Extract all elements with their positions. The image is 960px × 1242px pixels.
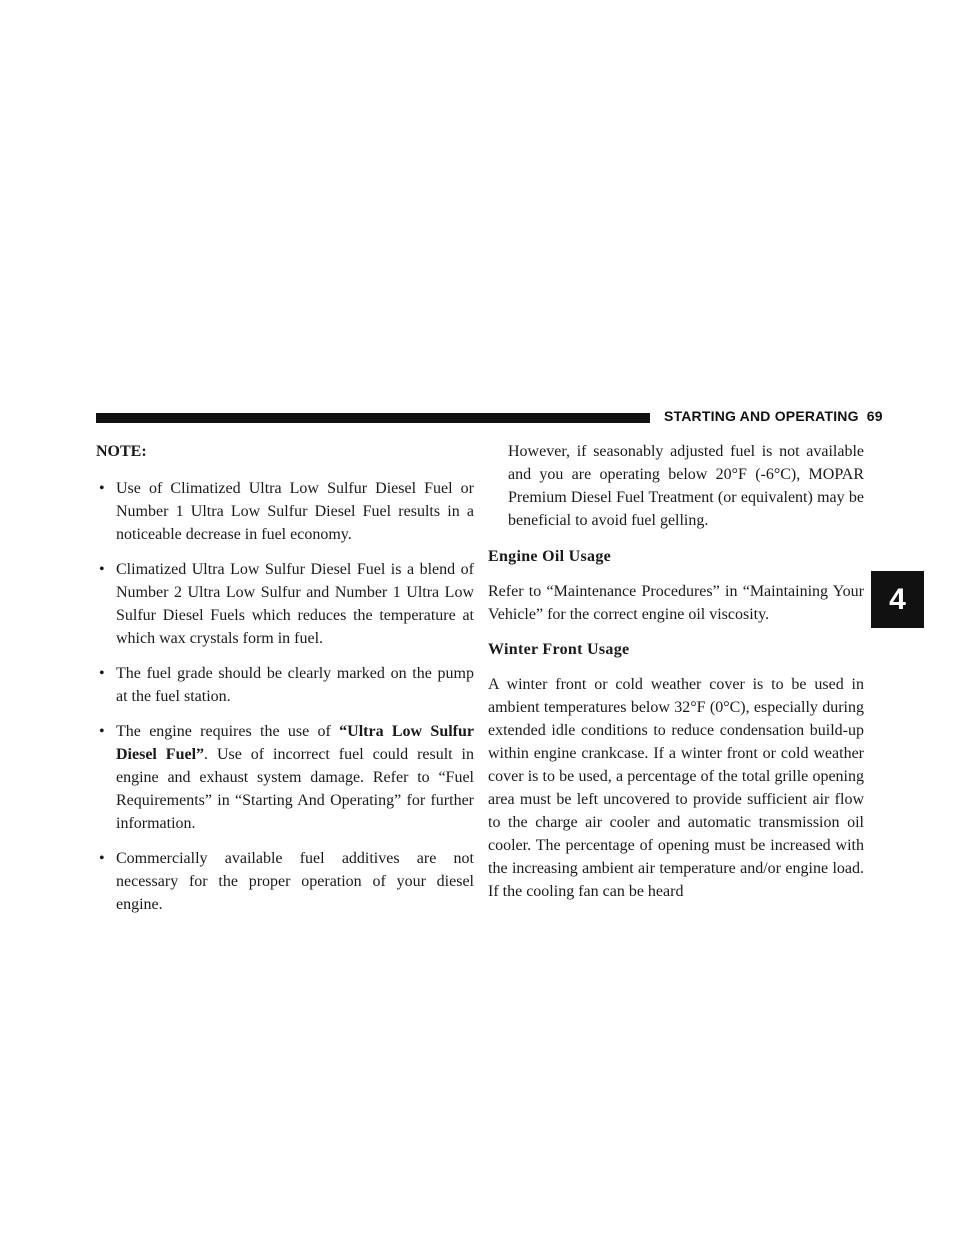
bullet-item (96, 662, 474, 708)
chapter-tab: 4 (871, 571, 924, 628)
bullet-text: The fuel grade should be clearly marked on the pump at the fuel station. (116, 665, 474, 705)
continued-bullet-text: However, if seasonably adjusted fuel is not available and you are operating below 20°F (-6°C), MOPAR Premium Diesel Fuel Treatment (or equivalent) may be beneficial to avoid fuel gelling. (508, 443, 864, 529)
bullet-icon: • (99, 850, 105, 867)
bullet-text-prefix: The engine requires the use of (116, 723, 340, 740)
bullet-text-emphasis: “Ultra Low Sulfur Diesel Fuel” (116, 723, 474, 763)
bullet-text: Commercially available fuel additives are not necessary for the proper operation of your diesel engine. (116, 850, 474, 913)
section-heading-engine-oil: Engine Oil Usage (488, 548, 612, 565)
left-column (96, 440, 474, 928)
bullet-text-suffix: . Use of incorrect fuel could result in engine and exhaust system damage. Refer to “Fuel Requirements” in “Starting And Operating” for further information. (116, 746, 475, 832)
bullet-text: Climatized Ultra Low Sulfur Diesel Fuel is a blend of Number 2 Ultra Low Sulfur and Number 1 Ultra Low Sulfur Diesel Fuels which reduces the temperature at which wax crystals form in fuel. (116, 561, 474, 647)
bullet-icon: • (99, 561, 105, 578)
section-heading-winter-front: Winter Front Usage (488, 641, 630, 658)
bullet-text: Use of Climatized Ultra Low Sulfur Diesel Fuel or Number 1 Ultra Low Sulfur Diesel Fuel results in a noticeable decrease in fuel economy. (116, 480, 474, 543)
note-label: NOTE: (96, 443, 147, 460)
header-rule (96, 413, 650, 423)
bullet-item (96, 477, 474, 546)
bullet-item (96, 720, 474, 835)
note-bullet-list (96, 477, 474, 916)
page-number: 69 (866, 408, 883, 424)
section-body-winter-front: A winter front or cold weather cover is to be used in ambient temperatures below 32°F (0°C), especially during extended idle conditions to reduce condensation build-up within engine crankcase. If a winter front or cold weather cover is to be used, a percentage of the total grille opening area must be left uncovered to provide sufficient air flow to the charge air cooler and automatic transmission oil cooler. The percentage of opening must be increased with the increasing ambient air temperature and/or engine load. If the cooling fan can be heard (488, 676, 864, 900)
bullet-item (96, 558, 474, 650)
bullet-item (96, 847, 474, 916)
section-title: STARTING AND OPERATING (664, 408, 859, 424)
bullet-icon: • (99, 480, 105, 497)
bullet-icon: • (99, 665, 105, 682)
running-header (664, 408, 883, 424)
bullet-icon: • (99, 723, 105, 740)
section-body-engine-oil: Refer to “Maintenance Procedures” in “Maintaining Your Vehicle” for the correct engine oil viscosity. (488, 583, 864, 623)
right-column (488, 440, 864, 915)
